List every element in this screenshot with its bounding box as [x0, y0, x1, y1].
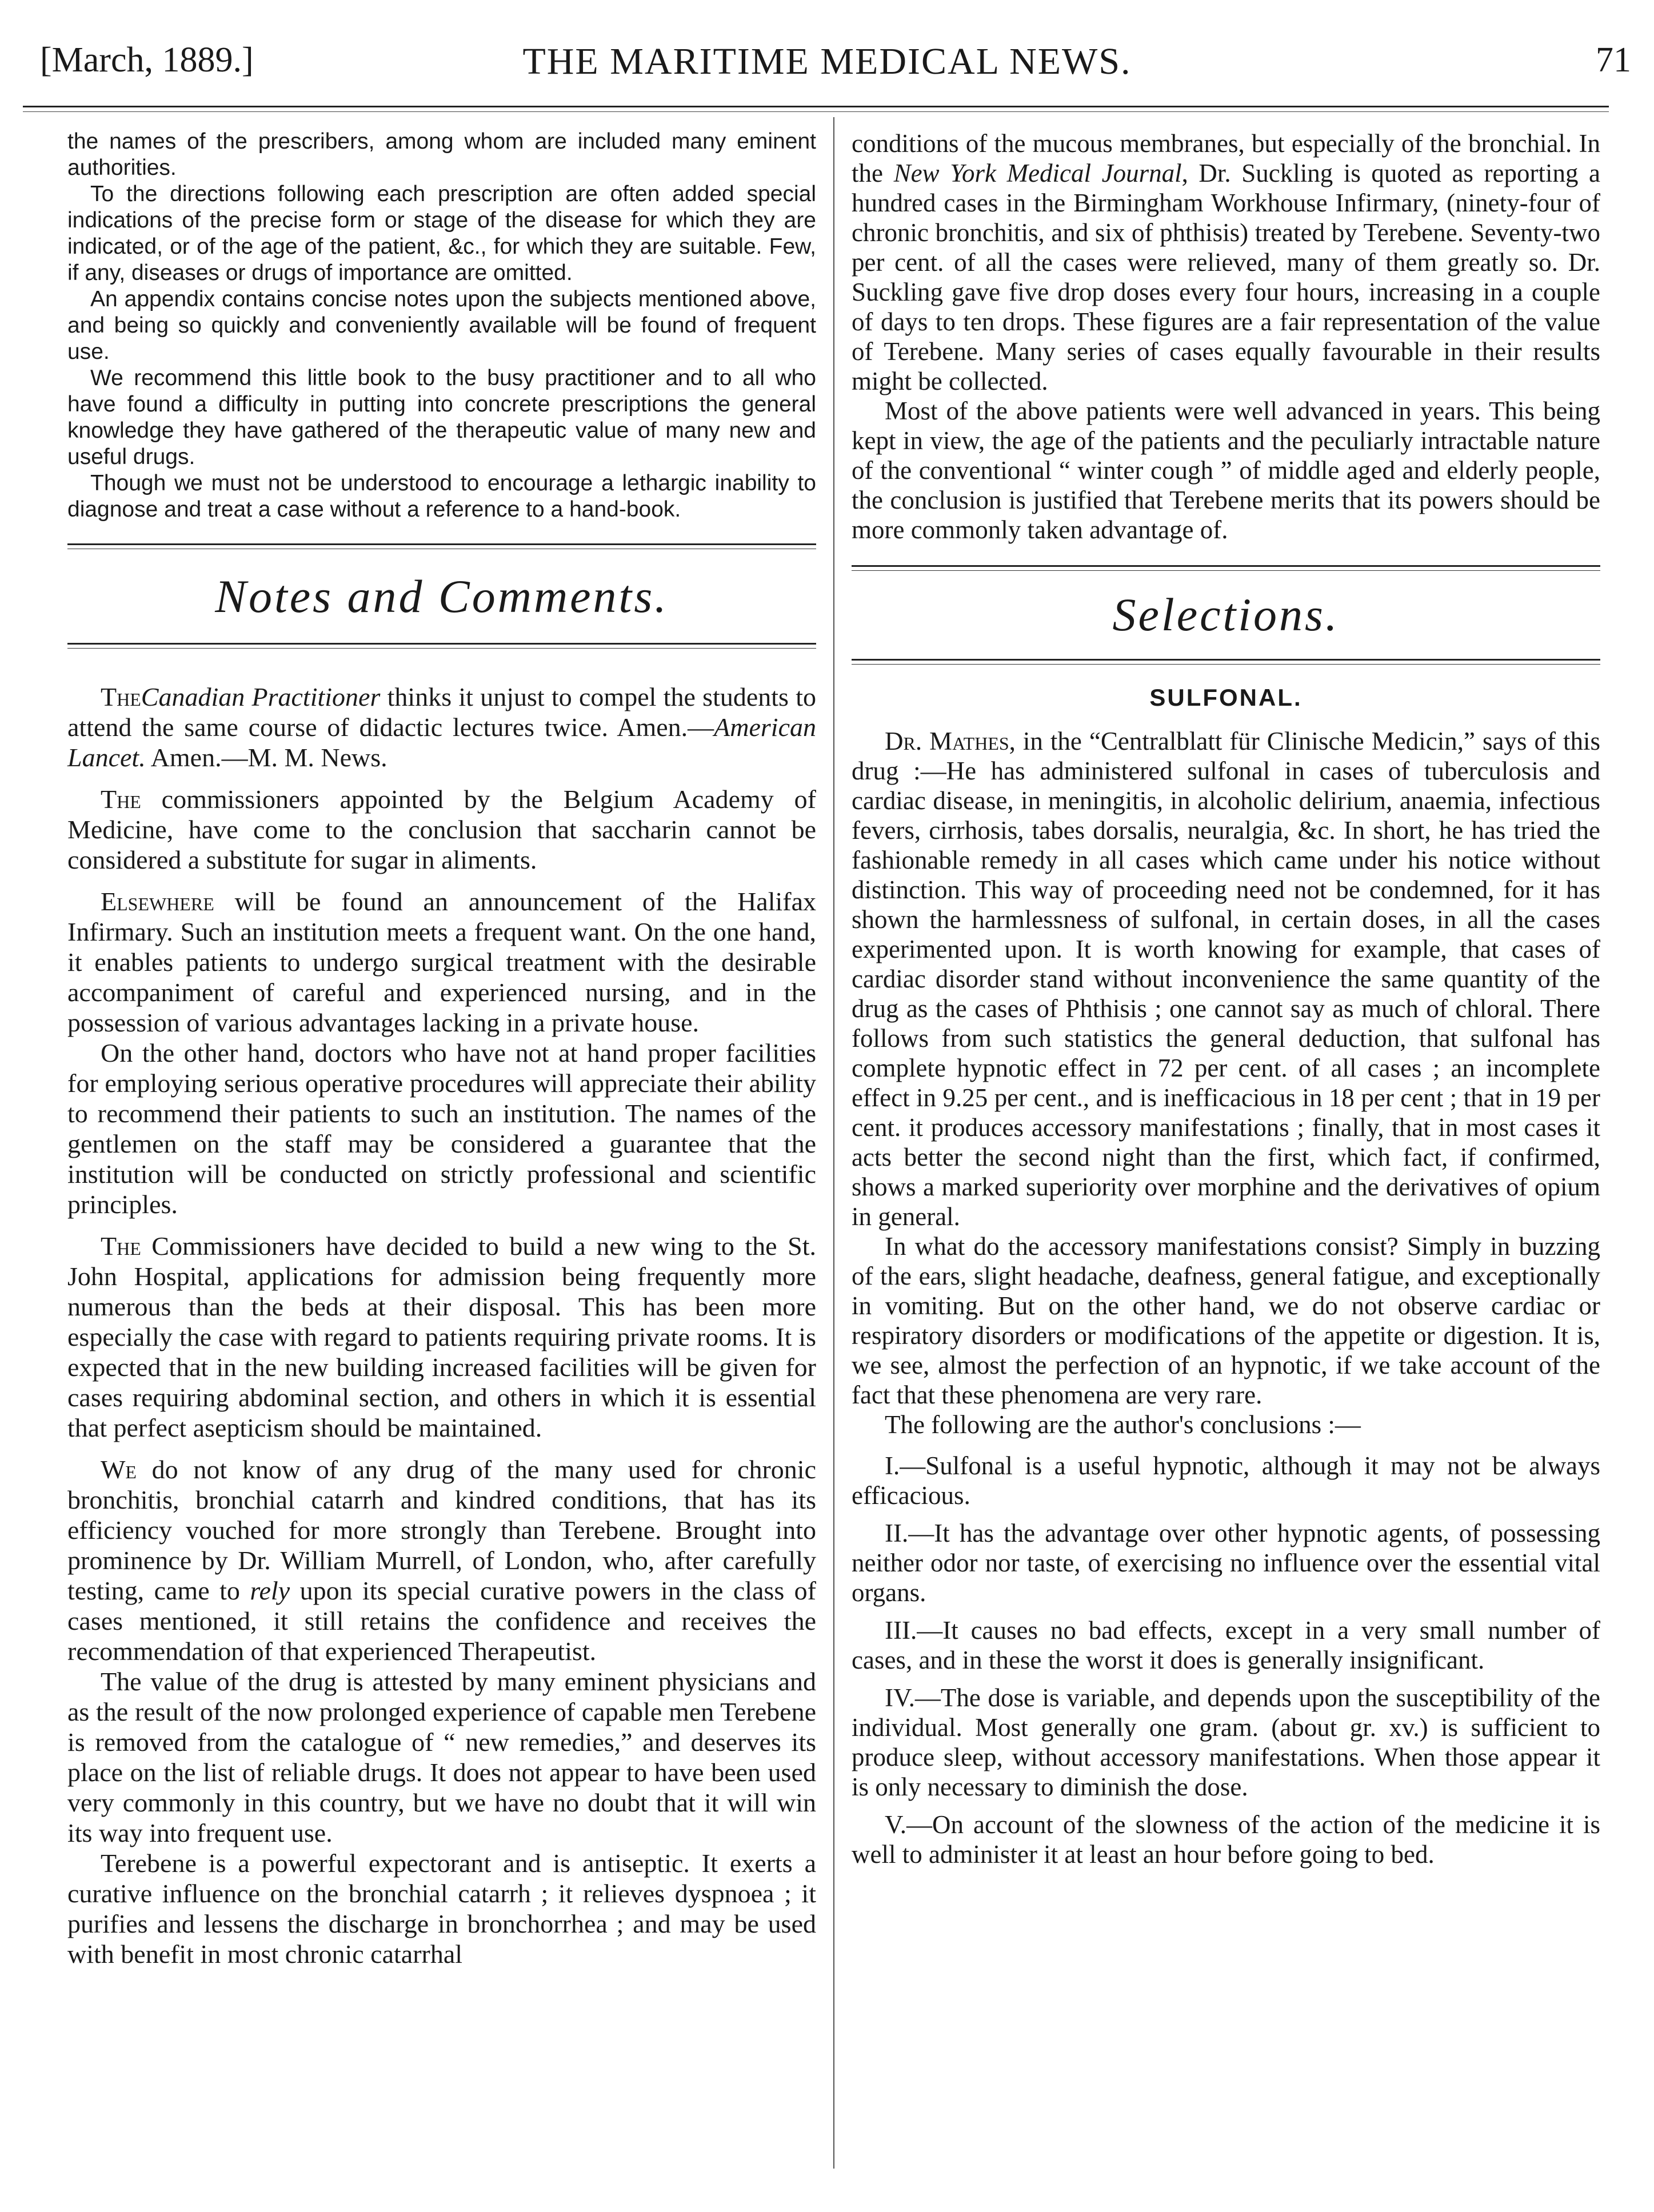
journal-title: THE MARITIME MEDICAL NEWS. [522, 41, 1132, 82]
article-paragraph: conditions of the mucous membranes, but especially of the bronchial. In the New York Medical Journal, Dr. Suckling is quoted as reporting a hundred cases in the Birmingham Workhouse Infirmary, (ninety-four of chronic bronchitis, and six of phthisis) treated by Terebene. Seventy-two per cent. of all the cases were relieved, many of them greatly so. Dr. Suckling gave five drop doses every four hours, increasing in a couple of days to ten drops. These figures are a fair representation of the value of Terebene. Many series of cases equally favourable in their results might be collected. [852, 129, 1601, 395]
note-paragraph: The Commissioners have decided to build a new wing to the St. John Hospital, applications for admission being frequently more numerous than the beds at their disposal. This has been more especially the case with regard to patients requiring private rooms. It is expected that in the new building increased facilities will be given for cases requiring abdominal section, and others in which it is essential that perfect asepticism should be maintained. [67, 1231, 816, 1442]
review-paragraph: An appendix contains concise notes upon the subjects mentioned above, and being so quickly and conveniently available will be found of frequent use. [67, 287, 816, 364]
note-paragraph: Terebene is a powerful expectorant and is antiseptic. It exerts a curative influence on the bronchial catarrh ; it relieves dyspnoea ; it purifies and lessens the discharge in bronchorrhea ; and may be used with benefit in most chronic catarrhal [67, 1849, 816, 1969]
issue-date: [March, 1889.] [40, 41, 254, 79]
article-title: SULFONAL. [1149, 684, 1303, 711]
note-paragraph: TheCanadian Practitioner thinks it unjust to compel the students to attend the same course of didactic lectures twice. Amen.—American Lancet. Amen.—M. M. News. [67, 682, 817, 772]
section-title-notes: Notes and Comments. [215, 570, 669, 622]
conclusions-intro: The following are the author's conclusions :— [885, 1410, 1361, 1439]
page-header [23, 34, 1631, 103]
header-rule-thin [23, 111, 1609, 112]
conclusions-list [852, 1451, 1600, 1869]
conclusion-item: III.—It causes no bad effects, except in a very small number of cases, and in these the worst it does is generally insignificant. [852, 1616, 1600, 1674]
review-paragraph: We recommend this little book to the busy practitioner and to all who have found a difficulty in putting into concrete prescriptions the general knowledge they have gathered of the therapeutic value of many new and useful drugs. [67, 366, 816, 469]
review-paragraph: To the directions following each prescription are often added special indications of the precise form or stage of the disease for which they are indicated, or of the age of the patient, &c., for which they are suitable. Few, if any, diseases or drugs of importance are omitted. [67, 182, 816, 285]
sulfonal-article [852, 726, 1600, 1869]
article-paragraph: Dr. Mathes, in the “Centralblatt für Clinische Medicin,” says of this drug :—He has administered sulfonal in cases of tuberculosis and cardiac disease, in meningitis, in alcoholic delirium, anaemia, infectious fevers, cirrhosis, tabes dorsalis, neuralgia, &c. In short, he has tried the fashionable remedy in all cases which came under his notice without distinction. This way of proceeding need not be condemned, for it has shown the harmlessness of sulfonal, in certain doses, in all the cases experimented upon. It is worth knowing for example, that cases of cardiac disorder stand without inconvenience the same quantity of the drug as the cases of Phthisis ; one cannot say as much of chloral. There follows from such statistics the general deduction, that sulfonal has complete hypnotic effect in 72 per cent. of all cases ; an incomplete effect in 9.25 per cent., and is inefficacious in 18 per cent ; that in 19 per cent. it produces accessory manifestations ; finally, that in most cases it acts better the second night than the first, which fact, if confirmed, shows a marked superiority over morphine and the derivatives of opium in general. [852, 727, 1600, 1231]
page-number: 71 [1596, 41, 1631, 79]
conclusion-item: IV.—The dose is variable, and depends upon the susceptibility of the individual. Most generally one gram. (about gr. xv.) is sufficient to produce sleep, without accessory manifestations. When those appear it is only necessary to diminish the dose. [852, 1683, 1600, 1801]
section-rule [67, 543, 816, 549]
note-paragraph: The value of the drug is attested by many eminent physicians and as the result of the now prolonged experience of capable men Terebene is removed from the catalogue of “ new remedies,” and deserves its place on the list of reliable drugs. It does not appear to have been used very commonly in this country, but we have no doubt that it will win its way into frequent use. [67, 1667, 816, 1847]
article-paragraph: In what do the accessory manifestations consist? Simply in buzzing of the ears, slight headache, deafness, general fatigue, and exceptionally in vomiting. But on the other hand, we do not observe cardiac or respiratory disorders or modifications of the appetite or digestion. It is, we see, almost the perfection of an hypnotic, if we take account of the fact that these phenomena are very rare. [852, 1232, 1600, 1409]
note-paragraph: Elsewhere will be found an announcement of the Halifax Infirmary. Such an institution meets a frequent want. On the one hand, it enables patients to undergo surgical treatment with the desirable accompaniment of careful and experienced nursing, and in the possession of various advantages lacking in a private house. [67, 887, 816, 1037]
review-paragraph: the names of the prescribers, among whom are included many eminent authorities. [67, 129, 816, 180]
conclusion-item: II.—It has the advantage over other hypnotic agents, of possessing neither odor nor taste, of exercising no influence over the essential vital organs. [852, 1519, 1600, 1607]
note-paragraph: We do not know of any drug of the many used for chronic bronchitis, bronchial catarrh and kindred conditions, that has its efficiency vouched for more strongly than Terebene. Brought into prominence by Dr. William Murrell, of London, who, after carefully testing, came to rely upon its special curative powers in the class of cases mentioned, it still retains the confidence and receives the recommendation of that experienced Therapeutist. [67, 1455, 816, 1666]
section-rule [852, 659, 1600, 665]
book-review-continuation [67, 129, 816, 523]
note-paragraph: The commissioners appointed by the Belgium Academy of Medicine, have come to the conclusion that saccharin cannot be considered a substitute for sugar in aliments. [67, 785, 816, 874]
column-divider [833, 117, 834, 2169]
notes-and-comments [67, 682, 816, 1969]
review-paragraph: Though we must not be understood to encourage a lethargic inability to diagnose and treat a case without a reference to a hand-book. [67, 471, 816, 522]
section-rule [67, 643, 816, 649]
section-title-selections: Selections. [1112, 589, 1340, 641]
header-rule [23, 106, 1609, 107]
note-paragraph: On the other hand, doctors who have not at hand proper facilities for employing serious operative procedures will appreciate their ability to recommend their patients to such an institution. The names of the gentlemen on the staff may be considered a guarantee that the institution will be conducted on strictly professional and scientific principles. [67, 1038, 816, 1219]
conclusion-item: I.—Sulfonal is a useful hypnotic, although it may not be always efficacious. [852, 1451, 1600, 1510]
article-paragraph: Most of the above patients were well advanced in years. This being kept in view, the age of the patients and the peculiarly intractable nature of the conventional “ winter cough ” of middle aged and elderly people, the conclusion is justified that Terebene merits that its powers should be more commonly taken advantage of. [852, 397, 1600, 544]
conclusion-item: V.—On account of the slowness of the action of the medicine it is well to administer it at least an hour before going to bed. [852, 1810, 1600, 1869]
right-column [852, 129, 1600, 1877]
left-column [67, 129, 816, 1981]
terebene-continuation [852, 129, 1600, 545]
section-rule [852, 565, 1600, 571]
